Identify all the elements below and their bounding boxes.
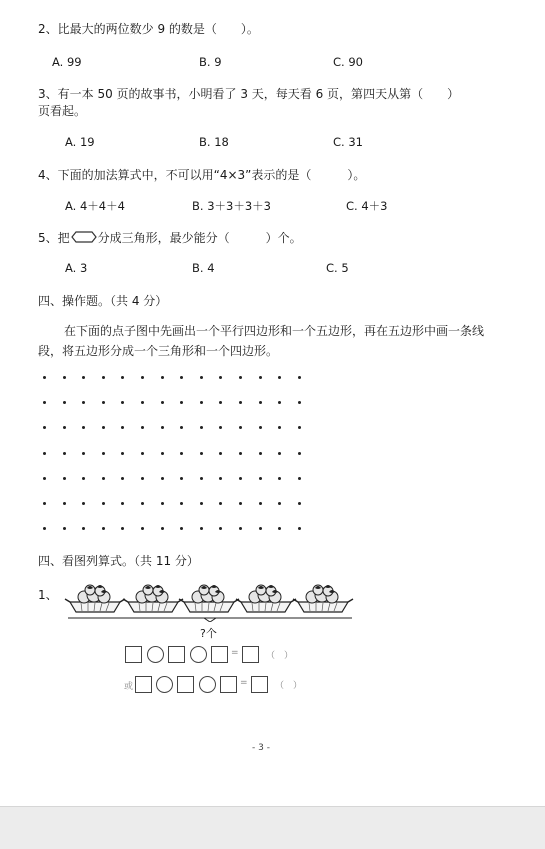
grid-dot[interactable] — [63, 452, 66, 455]
grid-dot[interactable] — [298, 452, 301, 455]
grid-dot[interactable] — [200, 477, 203, 480]
grid-dot[interactable] — [121, 401, 124, 404]
grid-dot[interactable] — [259, 502, 262, 505]
grid-dot[interactable] — [102, 502, 105, 505]
grid-dot[interactable] — [121, 452, 124, 455]
grid-dot[interactable] — [43, 477, 46, 480]
q5-text-after: 分成三角形，最少能分（ ）个。 — [97, 231, 302, 245]
grid-dot[interactable] — [141, 477, 144, 480]
grid-dot[interactable] — [259, 376, 262, 379]
q4-option-c: C. 4＋3 — [346, 199, 388, 213]
grid-dot[interactable] — [82, 477, 85, 480]
grid-dot[interactable] — [180, 527, 183, 530]
grid-dot[interactable] — [82, 376, 85, 379]
grid-dot[interactable] — [200, 376, 203, 379]
fruit-basket-icon — [65, 585, 125, 612]
grid-dot[interactable] — [102, 477, 105, 480]
question-5-text — [38, 229, 302, 246]
grid-dot[interactable] — [219, 376, 222, 379]
operator-circle[interactable] — [199, 676, 216, 693]
grid-dot[interactable] — [180, 502, 183, 505]
grid-dot[interactable] — [82, 426, 85, 429]
answer-box[interactable] — [220, 676, 237, 693]
grid-dot[interactable] — [259, 477, 262, 480]
question-3-line1: 3、有一本 50 页的故事书，小明看了 3 天，每天看 6 页，第四天从第（ ） — [38, 87, 460, 101]
section-picture-heading: 四、看图列算式。（共 11 分） — [38, 554, 199, 568]
q2-option-a: A. 99 — [52, 55, 82, 69]
grid-dot[interactable] — [219, 477, 222, 480]
grid-dot[interactable] — [141, 527, 144, 530]
answer-box[interactable] — [177, 676, 194, 693]
fruit-basket-icon — [123, 585, 183, 612]
question-4-text: 4、下面的加法算式中，不可以用“4×3”表示的是（ ）。 — [38, 168, 366, 182]
grid-dot[interactable] — [161, 401, 164, 404]
grid-dot[interactable] — [121, 502, 124, 505]
grid-dot[interactable] — [278, 477, 281, 480]
answer-box[interactable] — [211, 646, 228, 663]
unit-parenthesis: （ ） — [275, 681, 303, 691]
grid-dot[interactable] — [63, 477, 66, 480]
grid-dot[interactable] — [141, 401, 144, 404]
q5-option-b: B. 4 — [192, 261, 215, 275]
grid-dot[interactable] — [278, 426, 281, 429]
unit-parenthesis: （ ） — [266, 651, 294, 661]
grid-dot[interactable] — [180, 477, 183, 480]
grid-dot[interactable] — [259, 401, 262, 404]
grid-dot[interactable] — [239, 477, 242, 480]
grid-dot[interactable] — [278, 527, 281, 530]
hexagon-shape-icon — [71, 231, 97, 243]
grid-dot[interactable] — [219, 452, 222, 455]
operator-circle[interactable] — [156, 676, 173, 693]
grid-dot[interactable] — [141, 502, 144, 505]
or-label: 或 — [124, 682, 134, 692]
q5-option-c: C. 5 — [326, 261, 349, 275]
grid-dot[interactable] — [298, 527, 301, 530]
grid-dot[interactable] — [278, 452, 281, 455]
operator-circle[interactable] — [147, 646, 164, 663]
answer-box[interactable] — [168, 646, 185, 663]
grid-dot[interactable] — [161, 527, 164, 530]
grid-dot[interactable] — [82, 527, 85, 530]
grid-dot[interactable] — [219, 426, 222, 429]
grid-dot[interactable] — [102, 376, 105, 379]
grid-dot[interactable] — [298, 401, 301, 404]
grid-dot[interactable] — [43, 452, 46, 455]
picture-item-label: 1、 — [38, 588, 58, 602]
q3-option-b: B. 18 — [199, 135, 229, 149]
grid-dot[interactable] — [200, 527, 203, 530]
grid-dot[interactable] — [63, 502, 66, 505]
question-mark-label: ?个 — [200, 627, 217, 640]
q5-option-a: A. 3 — [65, 261, 88, 275]
grid-dot[interactable] — [43, 527, 46, 530]
question-3-line2: 页看起。 — [38, 104, 87, 118]
grid-dot[interactable] — [102, 452, 105, 455]
grid-dot[interactable] — [239, 502, 242, 505]
q2-option-c: C. 90 — [333, 55, 363, 69]
grid-dot[interactable] — [102, 401, 105, 404]
grid-dot[interactable] — [102, 527, 105, 530]
q4-option-b: B. 3＋3＋3＋3 — [192, 199, 271, 213]
grid-dot[interactable] — [239, 426, 242, 429]
q3-option-c: C. 31 — [333, 135, 363, 149]
grid-dot[interactable] — [200, 401, 203, 404]
grid-dot[interactable] — [259, 452, 262, 455]
grid-dot[interactable] — [121, 376, 124, 379]
grid-dot[interactable] — [200, 426, 203, 429]
q4-option-a: A. 4＋4＋4 — [65, 199, 125, 213]
grid-dot[interactable] — [141, 452, 144, 455]
question-2-text: 2、比最大的两位数少 9 的数是（ ）。 — [38, 22, 259, 36]
grid-dot[interactable] — [200, 502, 203, 505]
grid-dot[interactable] — [219, 401, 222, 404]
grid-dot[interactable] — [161, 426, 164, 429]
grid-dot[interactable] — [278, 376, 281, 379]
grid-dot[interactable] — [180, 401, 183, 404]
section-operation-heading: 四、操作题。（共 4 分） — [38, 294, 168, 308]
grid-dot[interactable] — [219, 527, 222, 530]
grid-dot[interactable] — [63, 426, 66, 429]
grid-dot[interactable] — [259, 426, 262, 429]
equals-sign: = — [231, 648, 239, 658]
grid-dot[interactable] — [298, 477, 301, 480]
equals-sign: = — [240, 678, 248, 688]
grid-dot[interactable] — [63, 527, 66, 530]
fruit-basket-icon — [236, 585, 296, 612]
grid-dot[interactable] — [82, 401, 85, 404]
fruit-baskets-illustration — [64, 582, 356, 622]
q3-option-a: A. 19 — [65, 135, 95, 149]
grid-dot[interactable] — [43, 376, 46, 379]
fruit-basket-icon — [293, 585, 353, 612]
grid-dot[interactable] — [298, 376, 301, 379]
grid-dot[interactable] — [278, 502, 281, 505]
grid-dot[interactable] — [239, 376, 242, 379]
grid-dot[interactable] — [141, 426, 144, 429]
grid-dot[interactable] — [161, 376, 164, 379]
operator-circle[interactable] — [190, 646, 207, 663]
operation-instruction: 在下面的点子图中先画出一个平行四边形和一个五边形，再在五边形中画一条线段，将五边形分成一个三角形和一个四边形。 — [38, 324, 485, 358]
grid-dot[interactable] — [43, 426, 46, 429]
grid-dot[interactable] — [121, 527, 124, 530]
q2-option-b: B. 9 — [199, 55, 222, 69]
grid-dot[interactable] — [102, 426, 105, 429]
grid-dot[interactable] — [259, 527, 262, 530]
grid-dot[interactable] — [82, 452, 85, 455]
grid-dot[interactable] — [219, 502, 222, 505]
result-box[interactable] — [242, 646, 259, 663]
grid-dot[interactable] — [180, 376, 183, 379]
grid-dot[interactable] — [180, 426, 183, 429]
grid-dot[interactable] — [63, 401, 66, 404]
answer-box[interactable] — [135, 676, 152, 693]
page-number: - 3 - — [252, 743, 270, 753]
result-box[interactable] — [251, 676, 268, 693]
grid-dot[interactable] — [239, 401, 242, 404]
grid-dot[interactable] — [200, 452, 203, 455]
grid-dot[interactable] — [43, 502, 46, 505]
grid-dot[interactable] — [239, 527, 242, 530]
grid-dot[interactable] — [63, 376, 66, 379]
grid-dot[interactable] — [161, 477, 164, 480]
grid-dot[interactable] — [239, 452, 242, 455]
grid-dot[interactable] — [141, 376, 144, 379]
grid-dot[interactable] — [298, 426, 301, 429]
viewer-bottom-bar — [0, 806, 545, 849]
fruit-basket-icon — [179, 585, 239, 612]
grid-dot[interactable] — [161, 502, 164, 505]
q5-text-before: 5、把 — [38, 231, 70, 245]
grid-dot[interactable] — [121, 426, 124, 429]
grid-dot[interactable] — [298, 502, 301, 505]
answer-box[interactable] — [125, 646, 142, 663]
grid-dot[interactable] — [121, 477, 124, 480]
grid-dot[interactable] — [161, 452, 164, 455]
grid-dot[interactable] — [43, 401, 46, 404]
grid-dot[interactable] — [278, 401, 281, 404]
grid-dot[interactable] — [82, 502, 85, 505]
grid-dot[interactable] — [180, 452, 183, 455]
